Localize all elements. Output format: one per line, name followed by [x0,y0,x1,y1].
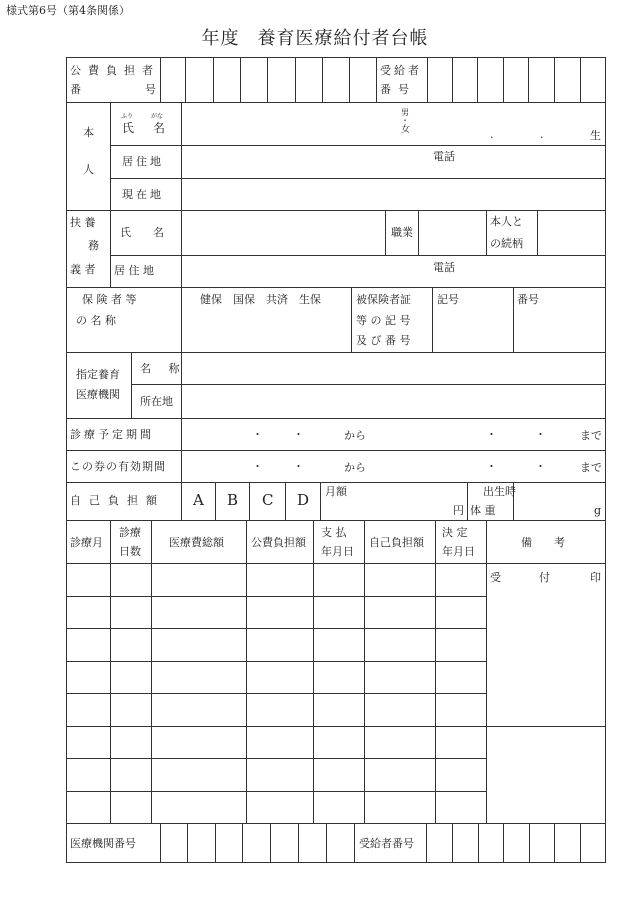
sex-separator: ・ [401,116,409,125]
occupation-label: 職業 [391,226,413,239]
col-decision-date-1: 決 定 [442,526,468,539]
form-number-note: 様式第6号（第4条関係） [6,4,130,17]
institution-address-label: 所在地 [140,395,173,408]
period2-sep-1: ・ [252,460,263,473]
grade-c: C [262,491,274,509]
recipient-number-label-1: 受給者 [380,64,422,77]
relation-label-2: の続柄 [490,237,523,250]
payer-number-label-2b: 号 [145,83,156,96]
period1-sep-1: ・ [252,428,263,441]
guardian-phone-label: 電話 [433,261,455,274]
period1-sep-2: ・ [293,428,304,441]
insurance-card-label-2: 等 の 記 号 [356,314,411,327]
period1-sep-4: ・ [535,428,546,441]
honnin-label-1: 本 [83,126,94,139]
guardian-residence-label: 居 住 地 [114,264,154,277]
col-self-pay: 自己負担額 [369,536,424,549]
insurance-card-label-3: 及 び 番 号 [356,334,411,347]
institution-number-label: 医療機関番号 [70,837,136,850]
payer-number-label-1: 公費負担者 [70,64,160,77]
relation-label-1: 本人と [490,215,523,228]
insurance-types: 健保 国保 共済 生保 [200,293,321,306]
guardian-name-label: 氏 名 [120,226,164,239]
recipient-number-label-2: 番号 [380,83,416,96]
monthly-amount-label: 月額 [325,485,347,498]
insurer-label-2: の 名 称 [76,314,116,327]
period1-sep-3: ・ [486,428,497,441]
period2-until: まで [580,461,602,474]
grade-a: A [193,491,204,509]
male-label: 男 [401,108,409,117]
col-payment-date-2: 年月日 [321,545,354,558]
female-label: 女 [401,125,411,135]
col-payment-date-1: 支 払 [321,526,347,539]
honnin-label-2: 人 [83,163,94,176]
fuyou-label-1: 扶 養 [70,216,96,229]
receipt-stamp-1: 受 [490,571,501,584]
valid-period-label: この券の有効期間 [70,460,166,473]
recipient-number-footer-label: 受給者番号 [359,837,414,850]
period2-sep-4: ・ [535,460,546,473]
col-public-cost: 公費負担額 [251,536,306,549]
col-decision-date-2: 年月日 [442,545,475,558]
birth-suffix: 生 [590,129,601,142]
fuyou-label-3: 義 者 [70,263,96,276]
symbol-label: 記号 [437,293,459,306]
period1-from: から [344,429,366,442]
shimei-ruby-1: ふり [121,113,134,120]
fuyou-label-2: 務 [88,239,99,252]
phone-label: 電話 [433,150,455,163]
birth-date-sep-1: . [490,128,494,141]
col-days-2: 日数 [119,545,141,558]
title-main: 養育医療給付者台帳 [257,28,429,49]
shimei-ruby-2: がな [151,113,164,120]
receipt-stamp-3: 印 [590,571,601,584]
gram-label: g [594,504,602,517]
grade-b: B [227,491,239,509]
period2-from: から [344,461,366,474]
period2-sep-2: ・ [293,460,304,473]
shimei-label-2: 名 [153,121,166,135]
shimei-label-1: 氏 [122,121,135,135]
payer-number-label-2a: 番 [70,83,81,96]
insurer-label-1: 保 険 者 等 [82,293,137,306]
title-year-label: 年度 [201,28,240,49]
institution-name-label: 名 称 [140,362,187,375]
col-total-cost: 医療費総額 [169,536,224,549]
period1-until: まで [580,429,602,442]
col-treatment-month: 診療月 [70,536,103,549]
residence-label: 居住地 [122,155,164,168]
insurance-card-label-1: 被保険者証 [356,293,411,306]
designated-institution-label-2: 医療機関 [76,388,120,401]
treatment-period-label: 診療予定期間 [70,428,154,441]
number-label: 番号 [517,293,539,306]
birth-weight-label-1: 出生時 [483,485,516,498]
birth-weight-label-2: 体 重 [470,504,496,517]
current-location-label: 現在地 [122,188,164,201]
col-days-1: 診療 [119,526,141,539]
copay-label: 自己負担額 [70,494,165,507]
yen-label: 円 [453,504,464,517]
receipt-stamp-2: 付 [539,571,550,584]
birth-date-sep-2: . [540,128,544,141]
col-remarks: 備 考 [521,536,565,549]
grade-d: D [297,491,310,509]
period2-sep-3: ・ [486,460,497,473]
designated-institution-label-1: 指定養育 [76,368,120,381]
